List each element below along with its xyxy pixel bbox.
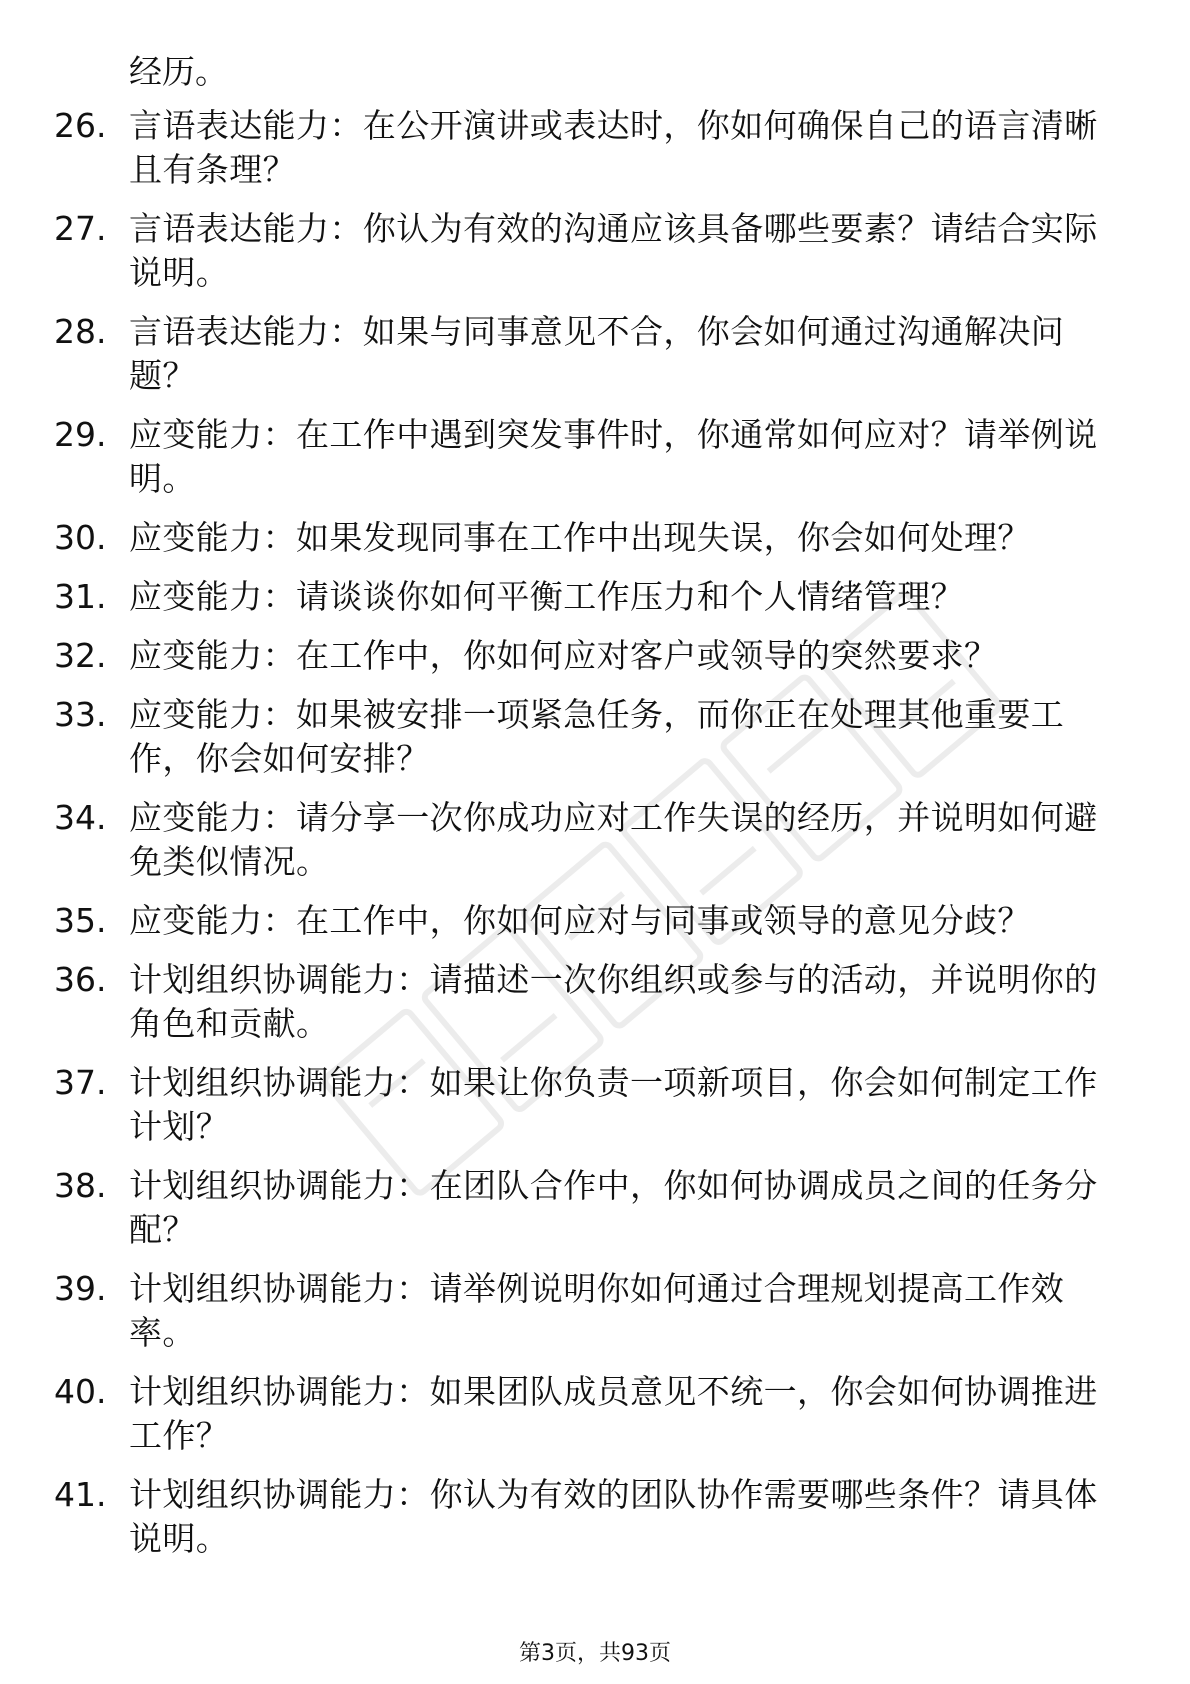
- question-text: 言语表达能力：你认为有效的沟通应该具备哪些要素？请结合实际说明。: [129, 209, 1098, 292]
- question-number: 37.: [54, 1063, 107, 1102]
- question-number: 26.: [54, 106, 107, 145]
- list-item: [54, 899, 1114, 943]
- question-number: 32.: [54, 636, 107, 675]
- list-item: [54, 413, 1114, 501]
- question-text: 应变能力：如果被安排一项紧急任务，而你正在处理其他重要工作，你会如何安排？: [129, 695, 1065, 778]
- question-text: 计划组织协调能力：请描述一次你组织或参与的活动，并说明你的角色和贡献。: [129, 960, 1098, 1043]
- question-text: 计划组织协调能力：如果让你负责一项新项目，你会如何制定工作计划？: [129, 1063, 1098, 1146]
- question-text: 计划组织协调能力：请举例说明你如何通过合理规划提高工作效率。: [129, 1269, 1065, 1352]
- question-text: 计划组织协调能力：如果团队成员意见不统一，你会如何协调推进工作？: [129, 1372, 1098, 1455]
- question-number: 30.: [54, 518, 107, 557]
- question-text: 应变能力：在工作中，你如何应对与同事或领导的意见分歧？: [129, 901, 1031, 940]
- question-text: 应变能力：如果发现同事在工作中出现失误，你会如何处理？: [129, 518, 1031, 557]
- question-text: 计划组织协调能力：在团队合作中，你如何协调成员之间的任务分配？: [129, 1166, 1098, 1249]
- question-number: 28.: [54, 312, 107, 351]
- question-number: 40.: [54, 1372, 107, 1411]
- list-item: [54, 1473, 1114, 1561]
- page-footer: 第3页，共93页: [519, 1641, 671, 1666]
- list-item: [54, 693, 1114, 781]
- question-text: 应变能力：在工作中，你如何应对客户或领导的突然要求？: [129, 636, 998, 675]
- list-item: [54, 958, 1114, 1046]
- question-text: 言语表达能力：如果与同事意见不合，你会如何通过沟通解决问题？: [129, 312, 1065, 395]
- question-number: 38.: [54, 1166, 107, 1205]
- list-item: [54, 1267, 1114, 1355]
- question-number: 35.: [54, 901, 107, 940]
- question-number: 36.: [54, 960, 107, 999]
- question-number: 29.: [54, 415, 107, 454]
- question-number: 31.: [54, 577, 107, 616]
- list-item: [54, 310, 1114, 398]
- list-item: [54, 796, 1114, 884]
- question-number: 41.: [54, 1475, 107, 1514]
- list-item: [54, 1061, 1114, 1149]
- question-text: 言语表达能力：在公开演讲或表达时，你如何确保自己的语言清晰且有条理？: [129, 106, 1098, 189]
- list-item: [54, 207, 1114, 295]
- question-number: 39.: [54, 1269, 107, 1308]
- continuation-text: 经历。: [129, 52, 228, 91]
- list-item: [54, 1164, 1114, 1252]
- list-item: [54, 516, 1114, 560]
- question-text: 应变能力：在工作中遇到突发事件时，你通常如何应对？请举例说明。: [129, 415, 1098, 498]
- question-list: [54, 104, 1114, 1576]
- question-number: 34.: [54, 798, 107, 837]
- question-number: 33.: [54, 695, 107, 734]
- question-text: 应变能力：请谈谈你如何平衡工作压力和个人情绪管理？: [129, 577, 964, 616]
- question-number: 27.: [54, 209, 107, 248]
- list-item: [54, 104, 1114, 192]
- list-item: [54, 575, 1114, 619]
- question-text: 应变能力：请分享一次你成功应对工作失误的经历，并说明如何避免类似情况。: [129, 798, 1098, 881]
- question-text: 计划组织协调能力：你认为有效的团队协作需要哪些条件？请具体说明。: [129, 1475, 1098, 1558]
- list-item: [54, 1370, 1114, 1458]
- list-item: [54, 634, 1114, 678]
